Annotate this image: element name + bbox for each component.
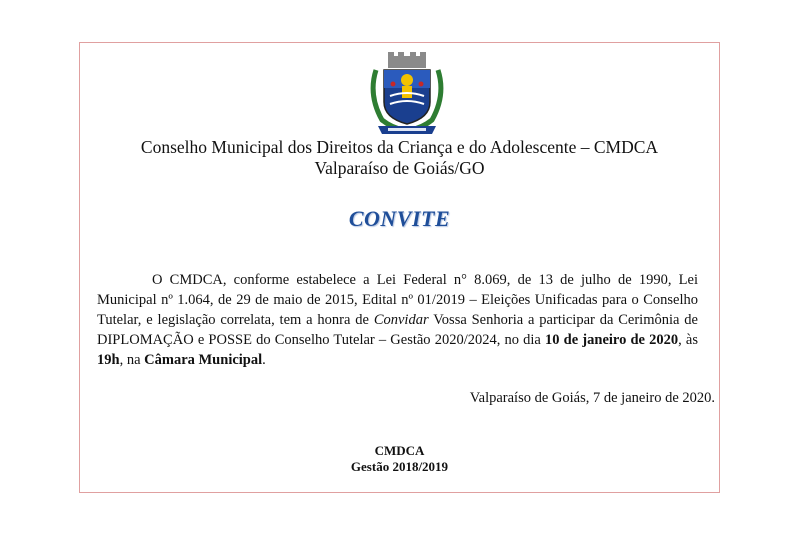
- invitation-body: [97, 270, 698, 370]
- organization-name: Conselho Municipal dos Direitos da Criança e do Adolescente – CMDCA: [140, 137, 659, 157]
- body-text-3: , às: [678, 332, 698, 348]
- body-text-1: O CMDCA, conforme estabelece a Lei Federal n° 8.069, de 13 de julho de 1990, Lei Municipal nº 1.064, de 29 de maio de 2015, Edital nº 01/2019 – Eleições Unificadas para o Conselho Tutelar, e legislação correlata, tem a honra de: [97, 272, 698, 328]
- event-time: 19h: [97, 352, 120, 368]
- organization-city: Valparaíso de Goiás/GO: [314, 158, 485, 178]
- body-text-5: .: [262, 352, 266, 368]
- body-convidar: Convidar: [373, 312, 429, 328]
- signature-org: CMDCA: [374, 443, 425, 458]
- body-text-2: Vossa Senhoria a participar da Cerimônia de DIPLOMAÇÃO e POSSE do Conselho Tutelar – Gestão 2020/2024, no dia: [97, 312, 698, 348]
- event-venue: Câmara Municipal: [144, 352, 263, 368]
- signature-term: Gestão 2018/2019: [350, 459, 449, 474]
- body-text-4: , na: [119, 352, 145, 368]
- place-and-date: Valparaíso de Goiás, 7 de janeiro de 2020.: [469, 390, 715, 406]
- municipal-coat-of-arms-icon: [366, 50, 448, 136]
- page-title: CONVITE: [348, 206, 451, 231]
- event-date: 10 de janeiro de 2020: [545, 332, 679, 348]
